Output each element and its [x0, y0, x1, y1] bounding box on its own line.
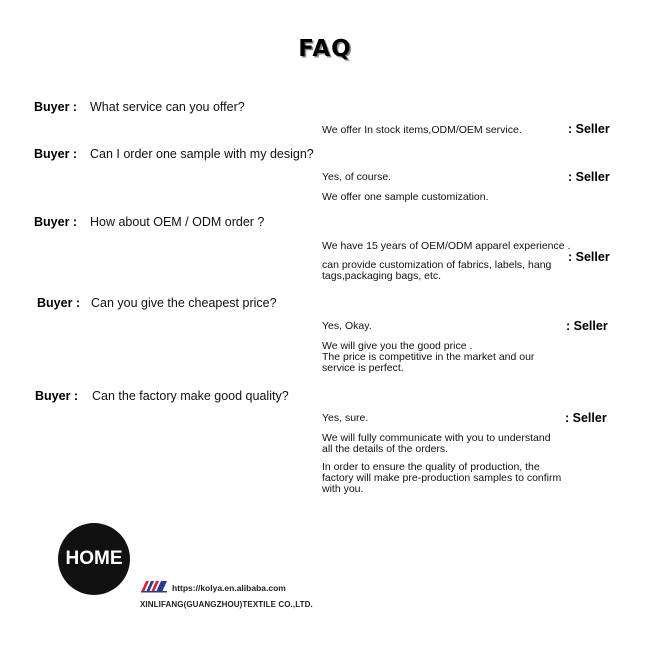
- faq-answer-3-1: We have 15 years of OEM/ODM apparel experience .: [322, 240, 571, 252]
- seller-label: : Seller: [566, 319, 608, 333]
- faq-answer-2-1: Yes, of course.: [322, 171, 392, 183]
- faq-answer-5-2: We will fully communicate with you to understand all the details of the orders.: [322, 432, 551, 455]
- seller-label: : Seller: [565, 411, 607, 425]
- faq-question-3: How about OEM / ODM order ?: [90, 215, 265, 229]
- faq-question-5: Can the factory make good quality?: [92, 389, 289, 403]
- buyer-label: Buyer :: [35, 389, 79, 403]
- faq-answer-5-1: Yes, sure.: [322, 412, 369, 424]
- seller-label: : Seller: [568, 250, 610, 264]
- company-name: XINLIFANG(GUANGZHOU)TEXTILE CO.,LTD.: [140, 600, 313, 609]
- footer-url[interactable]: https://kolya.en.alibaba.com: [172, 583, 286, 593]
- faq-answer-4-1: Yes, Okay.: [322, 320, 372, 332]
- buyer-label: Buyer :: [34, 215, 78, 229]
- faq-answer-1-1: We offer In stock items,ODM/OEM service.: [322, 124, 522, 136]
- faq-question-2: Can I order one sample with my design?: [90, 147, 314, 161]
- buyer-label: Buyer :: [37, 296, 81, 310]
- faq-question-1: What service can you offer?: [90, 100, 245, 114]
- seller-label: : Seller: [568, 122, 610, 136]
- buyer-label: Buyer :: [34, 147, 78, 161]
- page-title: FAQ: [298, 36, 352, 62]
- faq-answer-2-2: We offer one sample customization.: [322, 191, 489, 203]
- seller-label: : Seller: [568, 170, 610, 184]
- faq-answer-4-2: We will give you the good price . The price is competitive in the market and our service is perfect.: [322, 340, 535, 374]
- xlf-logo-icon: [140, 579, 168, 593]
- faq-answer-3-2: can provide customization of fabrics, labels, hang tags,packaging bags, etc.: [322, 259, 552, 282]
- home-button[interactable]: HOME: [58, 523, 130, 595]
- faq-question-4: Can you give the cheapest price?: [91, 296, 277, 310]
- buyer-label: Buyer :: [34, 100, 78, 114]
- faq-answer-5-3: In order to ensure the quality of production, the factory will make pre-production samples to confirm with you.: [322, 461, 562, 495]
